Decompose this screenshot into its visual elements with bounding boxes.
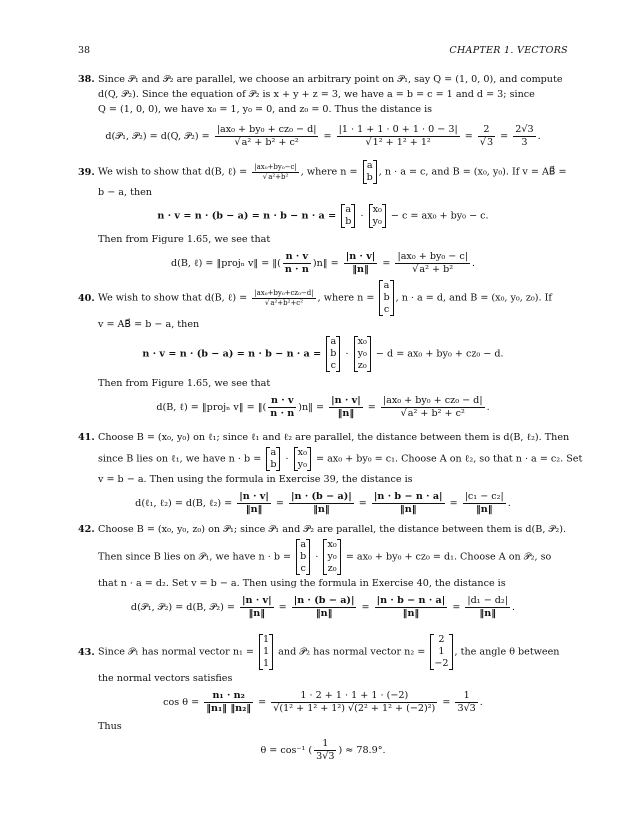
vector-matrix: x₀ y₀ bbox=[294, 447, 311, 471]
problem-number: 39. bbox=[78, 166, 95, 178]
vector-matrix: a b bbox=[266, 447, 280, 471]
problem-text-line: Q = (1, 0, 0), we have x₀ = 1, y₀ = 0, and z₀ = 0. Thus the distance is bbox=[98, 103, 433, 115]
chapter-title: CHAPTER 1. VECTORS bbox=[449, 45, 568, 56]
fraction: $\frac{\text{|ax₀ + by₀ − c|}}{\text{√a² + b²}}$ bbox=[397, 250, 468, 275]
vector-matrix: 1 1 1 bbox=[259, 634, 273, 670]
problem-text-line: Then from Figure 1.65, we see that bbox=[98, 377, 271, 389]
textbook-page bbox=[78, 0, 583, 826]
page-header bbox=[78, 45, 568, 59]
fraction: $\frac{2√3}{3}$ bbox=[515, 123, 534, 148]
fraction: $\frac{|n \cdot v|}{‖n‖}$ bbox=[331, 394, 361, 419]
vector-matrix: a b c bbox=[379, 280, 393, 316]
fraction: $\frac{|n \cdot v|}{‖n‖}$ bbox=[345, 250, 376, 275]
fraction: $\frac{\text{|ax₀+by₀−c|}}{\text{√a²+b²}}$ bbox=[254, 162, 297, 181]
angle-equation: θ = cos⁻¹ ( $\frac{1}{3√3}$ ) ≈ 78.9°. bbox=[260, 737, 386, 762]
page-number: 38 bbox=[78, 45, 91, 56]
problem-number: 41. bbox=[78, 432, 95, 443]
fraction: $\frac{\text{|d₁ − d₂|}}{‖n‖}$ bbox=[467, 594, 508, 619]
problem-text-line: the normal vectors satisfies bbox=[98, 673, 233, 684]
problem-text-line: v = b − a. Then using the formula in Exercise 39, the distance is bbox=[98, 473, 413, 485]
fraction: $\frac{|n \cdot v|}{‖n‖}$ bbox=[242, 594, 272, 619]
fraction: $\frac{\text{|ax₀ + by₀ + cz₀ − d|}}{\text{√a² + b² + c²}}$ bbox=[382, 394, 483, 419]
vector-matrix: a b bbox=[363, 160, 377, 184]
vector-matrix: a b c bbox=[326, 336, 340, 372]
fraction: $\frac{|n \cdot b - n \cdot a|}{‖n‖}$ bbox=[376, 594, 446, 619]
fraction: $\frac{\text{|ax₀+by₀+cz₀−d|}}{\text{√a²+b²+c²}}$ bbox=[254, 288, 314, 307]
problem-number: 42. bbox=[78, 524, 95, 535]
fraction: $\frac{|n \cdot v|}{‖n‖}$ bbox=[239, 490, 269, 515]
problem-40: 40. We wish to show that d(B, ℓ) = $\frac{\text{|ax₀+by₀+cz₀−d|}}{\text{√a²+b²+c²}}$ , where n = a b c , n · a = d, and B = (x₀, y₀, z₀). If v = AB⃗ = b − a, then n · v = n · (b − a) = n · b − n · a = a b c · x₀ y₀ z₀ − d = ax₀ + by₀ + cz₀ − d. Then from Figure 1.65, we see that d(B, ℓ) = ‖projₙ v‖ = ‖( $\frac{n \cdot v}{n \cdot n}$ )n‖ = $\frac{|n \cdot v|}{‖n‖}$ = $\frac{\text{|ax₀ + by₀ + cz₀ − d|}}{\text{√a² + b² + c²}}$ . bbox=[78, 280, 568, 426]
fraction: $\frac{\text{|ax₀ + by₀ + cz₀ − d|}}{\text{√a² + b² + c²}}$ bbox=[216, 123, 317, 148]
vector-matrix: x₀ y₀ bbox=[369, 204, 386, 228]
distance-equation: d(𝒫₁, 𝒫₂) = d(Q, 𝒫₂) = $\frac{\text{|ax₀ + by₀ + cz₀ − d|}}{\text{√a² + b² + c²}}$ = $\frac{|1 \cdot 1 + 1 \cdot 0 + 1 \cdot 0 - 3|}{\text{√1² + 1² + 1²}}$ = $\frac{2}{√3}$ = $\frac{2√3}{3}$ . bbox=[105, 123, 541, 148]
fraction: $\frac{2}{√3}$ bbox=[479, 123, 494, 148]
fraction: $\frac{n \cdot v}{n \cdot n}$ bbox=[270, 394, 295, 419]
vector-matrix: a b c bbox=[296, 539, 310, 575]
problem-41: 41. Choose B = (x₀, y₀) on ℓ₁; since ℓ₁ and ℓ₂ are parallel, the distance between them is d(B, ℓ₂). Then since B lies on ℓ₁, we have n · b = a b · x₀ y₀ = ax₀ + by₀ = c₁. Choose A on ℓ₂, so that n · a = c₂. Set v = b − a. Then using the formula in Exercise 39, the distance is d(ℓ₁, ℓ₂) = d(B, ℓ₂) = $\frac{|n \cdot v|}{‖n‖}$ = $\frac{|n \cdot (b - a)|}{‖n‖}$ = $\frac{|n \cdot b - n \cdot a|}{‖n‖}$ = $\frac{\text{|c₁ − c₂|}}{‖n‖}$ . bbox=[78, 432, 583, 515]
fraction: $\frac{|1 \cdot 1 + 1 \cdot 0 + 1 \cdot 0 - 3|}{\text{√1² + 1² + 1²}}$ bbox=[338, 123, 458, 148]
distance-equation: d(𝒫₁, 𝒫₂) = d(B, 𝒫₂) = $\frac{|n \cdot v|}{‖n‖}$ = $\frac{|n \cdot (b - a)|}{‖n‖}$ = $\frac{|n \cdot b - n \cdot a|}{‖n‖}$ = $\frac{\text{|d₁ − d₂|}}{‖n‖}$ . bbox=[130, 594, 516, 619]
problem-text-line: that n · a = d₂. Set v = b − a. Then using the formula in Exercise 40, the distance is bbox=[98, 577, 506, 589]
problem-42: 42. Choose B = (x₀, y₀, z₀) on 𝒫₁; since 𝒫₁ and 𝒫₂ are parallel, the distance between them is d(B, 𝒫₂). Then since B lies on 𝒫₁, we have n · b = a b c · x₀ y₀ z₀ = ax₀ + by₀ + cz₀ = d₁. Choose A on 𝒫₂, so that n · a = d₂. Set v = b − a. Then using the formula in Exercise 40, the distance is d(𝒫₁, 𝒫₂) = d(B, 𝒫₂) = $\frac{|n \cdot v|}{‖n‖}$ = $\frac{|n \cdot (b - a)|}{‖n‖}$ = $\frac{|n \cdot b - n \cdot a|}{‖n‖}$ = $\frac{\text{|d₁ − d₂|}}{‖n‖}$ . bbox=[78, 524, 566, 619]
fraction: $\frac{\text{n₁ · n₂}}{\text{‖n₁‖ ‖n₂‖}}$ bbox=[206, 689, 252, 714]
distance-equation: d(ℓ₁, ℓ₂) = d(B, ℓ₂) = $\frac{|n \cdot v|}{‖n‖}$ = $\frac{|n \cdot (b - a)|}{‖n‖}$ = $\frac{|n \cdot b - n \cdot a|}{‖n‖}$ = $\frac{\text{|c₁ − c₂|}}{‖n‖}$ . bbox=[135, 490, 511, 515]
problem-text-line: d(Q, 𝒫₂). Since the equation of 𝒫₂ is x + y + z = 3, we have a = b = c = 1 and d = 3; since bbox=[98, 88, 535, 100]
problem-text-line: v = AB⃗ = b − a, then bbox=[98, 319, 200, 330]
fraction: $\frac{\text{|c₁ − c₂|}}{‖n‖}$ bbox=[464, 490, 504, 515]
problem-text-line: Then from Figure 1.65, we see that bbox=[98, 233, 271, 245]
problem-number: 38. bbox=[78, 74, 95, 85]
vector-matrix: 2 1 −2 bbox=[430, 634, 452, 670]
fraction: $\frac{|n \cdot b - n \cdot a|}{‖n‖}$ bbox=[373, 490, 443, 515]
vector-matrix: x₀ y₀ z₀ bbox=[323, 539, 340, 575]
fraction: $\frac{1}{3√3}$ bbox=[316, 737, 335, 762]
vector-matrix: a b bbox=[341, 204, 355, 228]
equation-lhs: d(𝒫₁, 𝒫₂) = d(Q, 𝒫₂) = bbox=[105, 130, 210, 142]
cosine-equation: cos θ = $\frac{\text{n₁ · n₂}}{\text{‖n₁‖ ‖n₂‖}}$ = $\frac{1 \cdot 2 + 1 \cdot 1 + 1 \cdot (-2)}{\text{√(1² + 1² + 1²) √(2² + 1² + (−2)²)}}$ = $\frac{1}{3√3}$ . bbox=[163, 689, 483, 714]
fraction: $\frac{|n \cdot (b - a)|}{‖n‖}$ bbox=[293, 594, 355, 619]
dot-product-equation: n · v = n · (b − a) = n · b − n · a = a b c · x₀ y₀ z₀ − d = ax₀ + by₀ + cz₀ − d. bbox=[142, 335, 504, 371]
projection-equation: d(B, ℓ) = ‖projₙ v‖ = ‖( $\frac{n \cdot v}{n \cdot n}$ )n‖ = $\frac{|n \cdot v|}{‖n‖}$ = $\frac{\text{|ax₀ + by₀ + cz₀ − d|}}{\text{√a² + b² + c²}}$ . bbox=[156, 394, 490, 419]
problem-text-line: b − a, then bbox=[98, 187, 152, 198]
dot-product-equation: n · v = n · (b − a) = n · b − n · a = a b · x₀ y₀ − c = ax₀ + by₀ − c. bbox=[157, 203, 489, 227]
vector-matrix: x₀ y₀ z₀ bbox=[354, 336, 371, 372]
problem-39: 39. We wish to show that d(B, ℓ) = $\frac{\text{|ax₀+by₀−c|}}{\text{√a²+b²}}$ , where n = a b , n · a = c, and B = (x₀, y₀). If v = AB⃗ = b − a, then n · v = n · (b − a) = n · b − n · a = a b · x₀ y₀ − c = ax₀ + by₀ − c. Then from Figure 1.65, we see that d(B, ℓ) = ‖projₙ v‖ = ‖( $\frac{n \cdot v}{n \cdot n}$ )n‖ = $\frac{|n \cdot v|}{‖n‖}$ = $\frac{\text{|ax₀ + by₀ − c|}}{\text{√a² + b²}}$ . bbox=[78, 160, 567, 275]
problem-number: 40. bbox=[78, 292, 95, 304]
projection-equation: d(B, ℓ) = ‖projₙ v‖ = ‖( $\frac{n \cdot v}{n \cdot n}$ )n‖ = $\frac{|n \cdot v|}{‖n‖}$ = $\frac{\text{|ax₀ + by₀ − c|}}{\text{√a² + b²}}$ . bbox=[170, 250, 476, 275]
fraction: $\frac{1 \cdot 2 + 1 \cdot 1 + 1 \cdot (-2)}{\text{√(1² + 1² + 1²) √(2² + 1² + (−2)²)}}$ bbox=[273, 689, 436, 714]
problem-text-line: Since 𝒫₁ and 𝒫₂ are parallel, we choose an arbitrary point on 𝒫₁, say Q = (1, 0, 0), and compute bbox=[98, 74, 563, 85]
fraction: $\frac{1}{3√3}$ bbox=[457, 689, 476, 714]
problem-43: 43. Since 𝒫₁ has normal vector n₁ = 1 1 1 and 𝒫₂ has normal vector n₂ = 2 1 −2 , the angle θ between the normal vectors satisfies cos θ = $\frac{\text{n₁ · n₂}}{\text{‖n₁‖ ‖n₂‖}}$ = $\frac{1 \cdot 2 + 1 \cdot 1 + 1 \cdot (-2)}{\text{√(1² + 1² + 1²) √(2² + 1² + (−2)²)}}$ = $\frac{1}{3√3}$ . Thus θ = cos⁻¹ ( $\frac{1}{3√3}$ ) ≈ 78.9°. bbox=[78, 634, 568, 769]
problem-number: 43. bbox=[78, 646, 95, 658]
fraction: $\frac{|n \cdot (b - a)|}{‖n‖}$ bbox=[291, 490, 352, 515]
problem-text-line: Thus bbox=[98, 720, 122, 732]
fraction: $\frac{n \cdot v}{n \cdot n}$ bbox=[284, 250, 309, 275]
problem-38 bbox=[78, 74, 568, 155]
